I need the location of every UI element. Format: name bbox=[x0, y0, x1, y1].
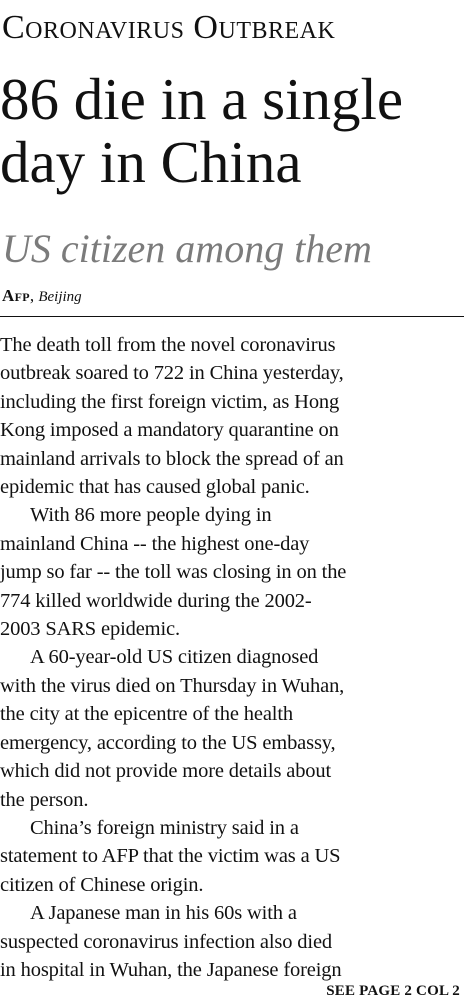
subheadline: US citizen among them bbox=[2, 226, 372, 271]
byline-dateline: Beijing bbox=[38, 289, 82, 305]
body-paragraph: A Japanese man in his 60s with a suspected coronavirus infection also died in hospital in Wuhan, the Japanese foreign bbox=[0, 902, 342, 981]
body-paragraph: With 86 more people dying in mainland China -- the highest one-day jump so far -- the toll was closing in on the 774 killed worldwide during the 2002- 2003 SARS epidemic. bbox=[0, 504, 347, 641]
byline bbox=[2, 285, 82, 308]
byline-separator: , bbox=[29, 286, 39, 305]
headline: 86 die in a single day in China bbox=[0, 66, 404, 195]
article-body bbox=[0, 331, 464, 984]
body-paragraph: China’s foreign ministry said in a statement to AFP that the victim was a US citizen of Chinese origin. bbox=[0, 816, 341, 896]
section-kicker: Coronavirus Outbreak bbox=[2, 9, 336, 46]
divider-rule bbox=[0, 316, 464, 317]
body-paragraph: A 60-year-old US citizen diagnosed with the virus died on Thursday in Wuhan, the city at the epicentre of the health emergency, according to the US embassy, which did not provide more details about the person. bbox=[0, 646, 345, 811]
body-paragraph: The death toll from the novel coronavirus outbreak soared to 722 in China yesterday, including the first foreign victim, as Hong Kong imposed a mandatory quarantine on mainland arrivals to block the spread of an epidemic that has caused global panic. bbox=[0, 334, 344, 499]
byline-agency: Afp bbox=[2, 286, 30, 305]
continued-jump-line: SEE PAGE 2 COL 2 bbox=[326, 983, 460, 999]
